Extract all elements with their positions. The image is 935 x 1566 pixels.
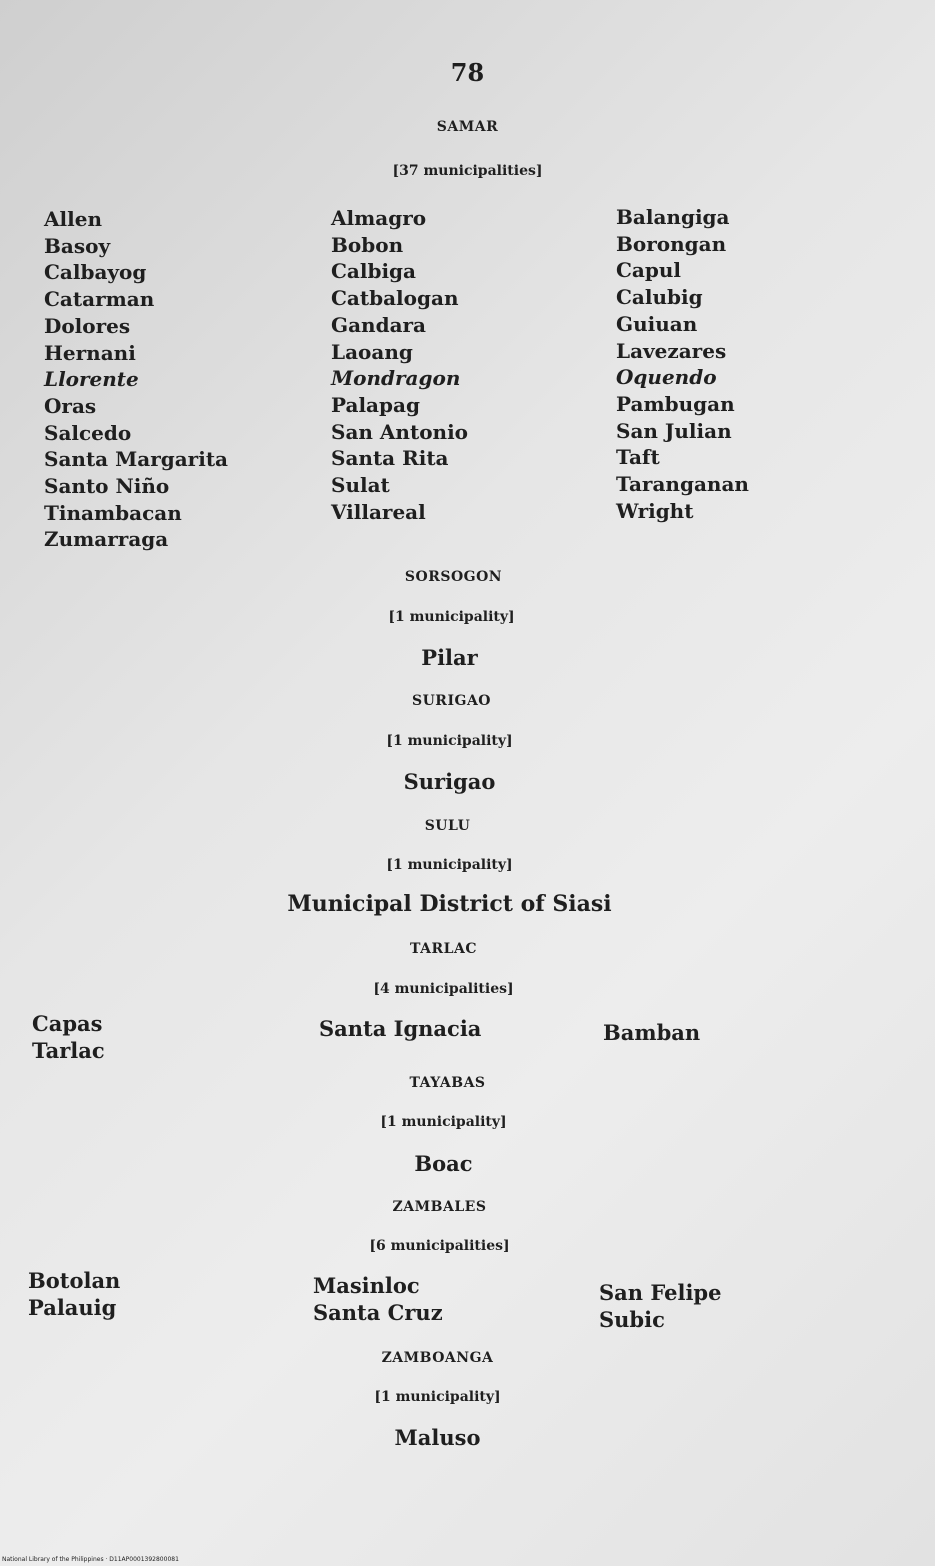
municipality-name: Borongan <box>616 231 727 256</box>
municipality-name: Calbiga <box>331 259 416 284</box>
municipality-name: Hernani <box>44 340 136 365</box>
municipality-name: Gandara <box>331 312 427 337</box>
province-title-surigao: SURIGAO <box>411 693 492 709</box>
province-title-samar: SAMAR <box>436 119 499 135</box>
municipality-name: San Antonio <box>331 419 469 444</box>
municipality-name: Santa Ignacia <box>319 1016 482 1041</box>
samar-column-1 <box>44 206 228 553</box>
municipality-count-zamboanga: [1 municipality] <box>374 1389 501 1405</box>
samar-column-3 <box>616 204 749 524</box>
municipality-name: Salcedo <box>44 420 132 445</box>
municipality-sulu: Municipal District of Siasi <box>287 891 612 917</box>
province-title-tayabas: TAYABAS <box>409 1075 486 1091</box>
tarlac-column-3 <box>603 1019 700 1046</box>
municipality-name: Lavezares <box>616 338 727 363</box>
municipality-name: Calbayog <box>44 260 147 285</box>
municipality-name: Masinloc <box>313 1273 420 1298</box>
municipality-count-tayabas: [1 municipality] <box>380 1114 507 1130</box>
municipality-count-sorsogon: [1 municipality] <box>388 609 515 625</box>
municipality-zamboanga: Maluso <box>394 1425 481 1450</box>
municipality-name: Capas <box>32 1011 103 1036</box>
municipality-name: Tarlac <box>32 1038 105 1063</box>
municipality-name: Botolan <box>28 1268 121 1293</box>
zambales-column-2 <box>313 1272 443 1326</box>
province-title-zambales: ZAMBALES <box>392 1199 487 1215</box>
municipality-tayabas: Boac <box>414 1151 473 1176</box>
municipality-name: Capul <box>616 258 681 283</box>
zambales-column-3 <box>599 1279 721 1333</box>
municipality-name: Santo Niño <box>44 474 170 499</box>
province-title-tarlac: TARLAC <box>410 941 477 957</box>
municipality-sorsogon: Pilar <box>421 645 478 670</box>
municipality-name: Oquendo <box>616 365 717 390</box>
municipality-name: Basoy <box>44 233 111 258</box>
province-title-zamboanga: ZAMBOANGA <box>381 1350 494 1366</box>
municipality-name: Zumarraga <box>44 527 169 552</box>
municipality-name: Villareal <box>331 499 426 524</box>
municipality-count-sulu: [1 municipality] <box>386 857 513 873</box>
municipality-name: Pambugan <box>616 391 735 416</box>
samar-column-2 <box>331 205 468 525</box>
tarlac-column-2 <box>319 1015 481 1042</box>
province-title-sorsogon: SORSOGON <box>404 569 503 585</box>
municipality-name: Subic <box>599 1307 665 1332</box>
municipality-name: Wright <box>616 498 694 523</box>
municipality-name: Taranganan <box>616 472 749 497</box>
municipality-name: Tinambacan <box>44 500 182 525</box>
municipality-name: San Felipe <box>599 1280 722 1305</box>
municipality-name: Bamban <box>603 1020 701 1045</box>
municipality-name: Santa Margarita <box>44 447 229 472</box>
municipality-name: Almagro <box>331 206 427 230</box>
municipality-count-samar: [37 municipalities] <box>392 163 543 179</box>
municipality-name: Guiuan <box>616 311 698 336</box>
municipality-count-tarlac: [4 municipalities] <box>373 981 514 997</box>
municipality-name: Catbalogan <box>331 286 459 311</box>
municipality-name: Laoang <box>331 339 413 364</box>
tarlac-column-1 <box>32 1010 105 1064</box>
municipality-name: Oras <box>44 393 97 418</box>
municipality-name: Bobon <box>331 232 404 257</box>
page-number: 78 <box>450 58 485 87</box>
municipality-count-surigao: [1 municipality] <box>386 733 513 749</box>
province-title-sulu: SULU <box>424 818 471 834</box>
municipality-name: Palapag <box>331 392 420 417</box>
municipality-name: Palauig <box>28 1295 117 1320</box>
municipality-name: Allen <box>44 207 102 231</box>
municipality-name: Dolores <box>44 313 131 338</box>
municipality-count-zambales: [6 municipalities] <box>369 1238 510 1254</box>
municipality-name: Catarman <box>44 287 155 312</box>
municipality-name: Llorente <box>44 367 139 392</box>
municipality-name: Santa Cruz <box>313 1300 443 1325</box>
municipality-name: Santa Rita <box>331 446 449 471</box>
municipality-name: Sulat <box>331 473 390 498</box>
municipality-name: Balangiga <box>616 205 730 229</box>
municipality-name: Calubig <box>616 285 703 310</box>
municipality-surigao: Surigao <box>403 769 496 794</box>
scan-footer: National Library of the Philippines · D11AP0001392800081 <box>2 1556 179 1563</box>
municipality-name: San Julian <box>616 418 732 443</box>
zambales-column-1 <box>28 1267 120 1321</box>
municipality-name: Mondragon <box>331 366 461 391</box>
municipality-name: Taft <box>616 445 660 470</box>
